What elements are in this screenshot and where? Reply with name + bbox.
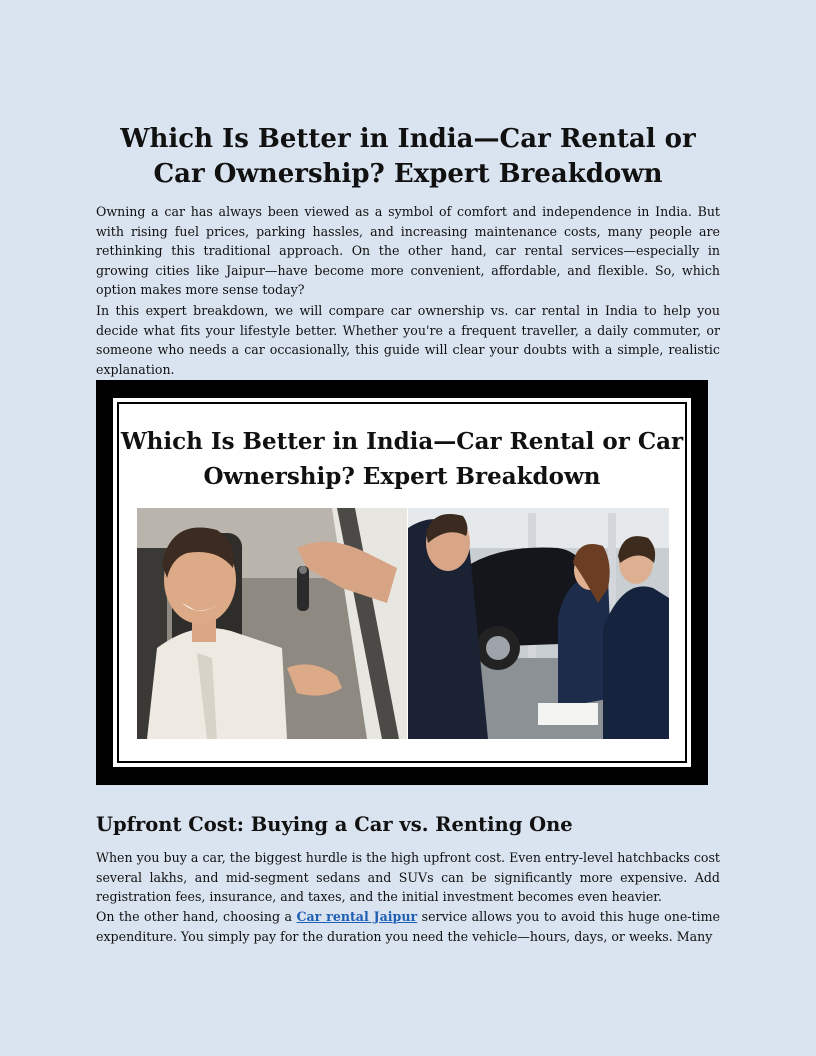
feature-image <box>96 380 708 785</box>
section-heading: Upfront Cost: Buying a Car vs. Renting One <box>96 813 573 836</box>
page-title: Which Is Better in India—Car Rental or Car Ownership? Expert Breakdown <box>120 124 696 189</box>
feature-image-inner-frame <box>117 402 687 763</box>
upfront-cost-paragraph-2 <box>96 907 720 946</box>
feature-image-title <box>119 424 685 494</box>
photo-man-in-car-with-key <box>137 508 407 739</box>
upfront-cost-paragraph-2-lead: On the other hand, choosing a <box>96 909 297 924</box>
upfront-cost-paragraph-1: When you buy a car, the biggest hurdle is the high upfront cost. Even entry-level hatchbacks cost several lakhs, and mid-segment sedans and SUVs can be significantly more expensive. Add registration fees, insurance, and taxes, and the initial investment becomes even heavier. <box>96 850 720 905</box>
car-rental-jaipur-link[interactable]: Car rental Jaipur <box>296 909 418 924</box>
photo-couple-at-car-dealership <box>408 508 669 739</box>
feature-image-title-line-2: Ownership? Expert Breakdown <box>203 463 601 490</box>
intro-paragraph-1: Owning a car has always been viewed as a symbol of comfort and independence in India. But with rising fuel prices, parking hassles, and increasing maintenance costs, many people are rethinking this traditional approach. On the other hand, car rental services—especially in growing cities like Jaipur—have become more convenient, affordable, and flexible. So, which option makes more sense today? <box>96 204 720 298</box>
upfront-cost-paragraph-2-tail: service allows you to avoid this huge one-time expenditure. You simply pay for the duration you need the vehicle—hours, days, or weeks. Many <box>96 909 721 944</box>
feature-image-frame <box>110 395 694 770</box>
feature-image-title-line-1: Which Is Better in India—Car Rental or Car <box>120 428 684 455</box>
intro-paragraph-2: In this expert breakdown, we will compare car ownership vs. car rental in India to help you decide what fits your lifestyle better. Whether you're a frequent traveller, a daily commuter, or someone who needs a car occasionally, this guide will clear your doubts with a simple, realistic explanation. <box>96 303 720 377</box>
